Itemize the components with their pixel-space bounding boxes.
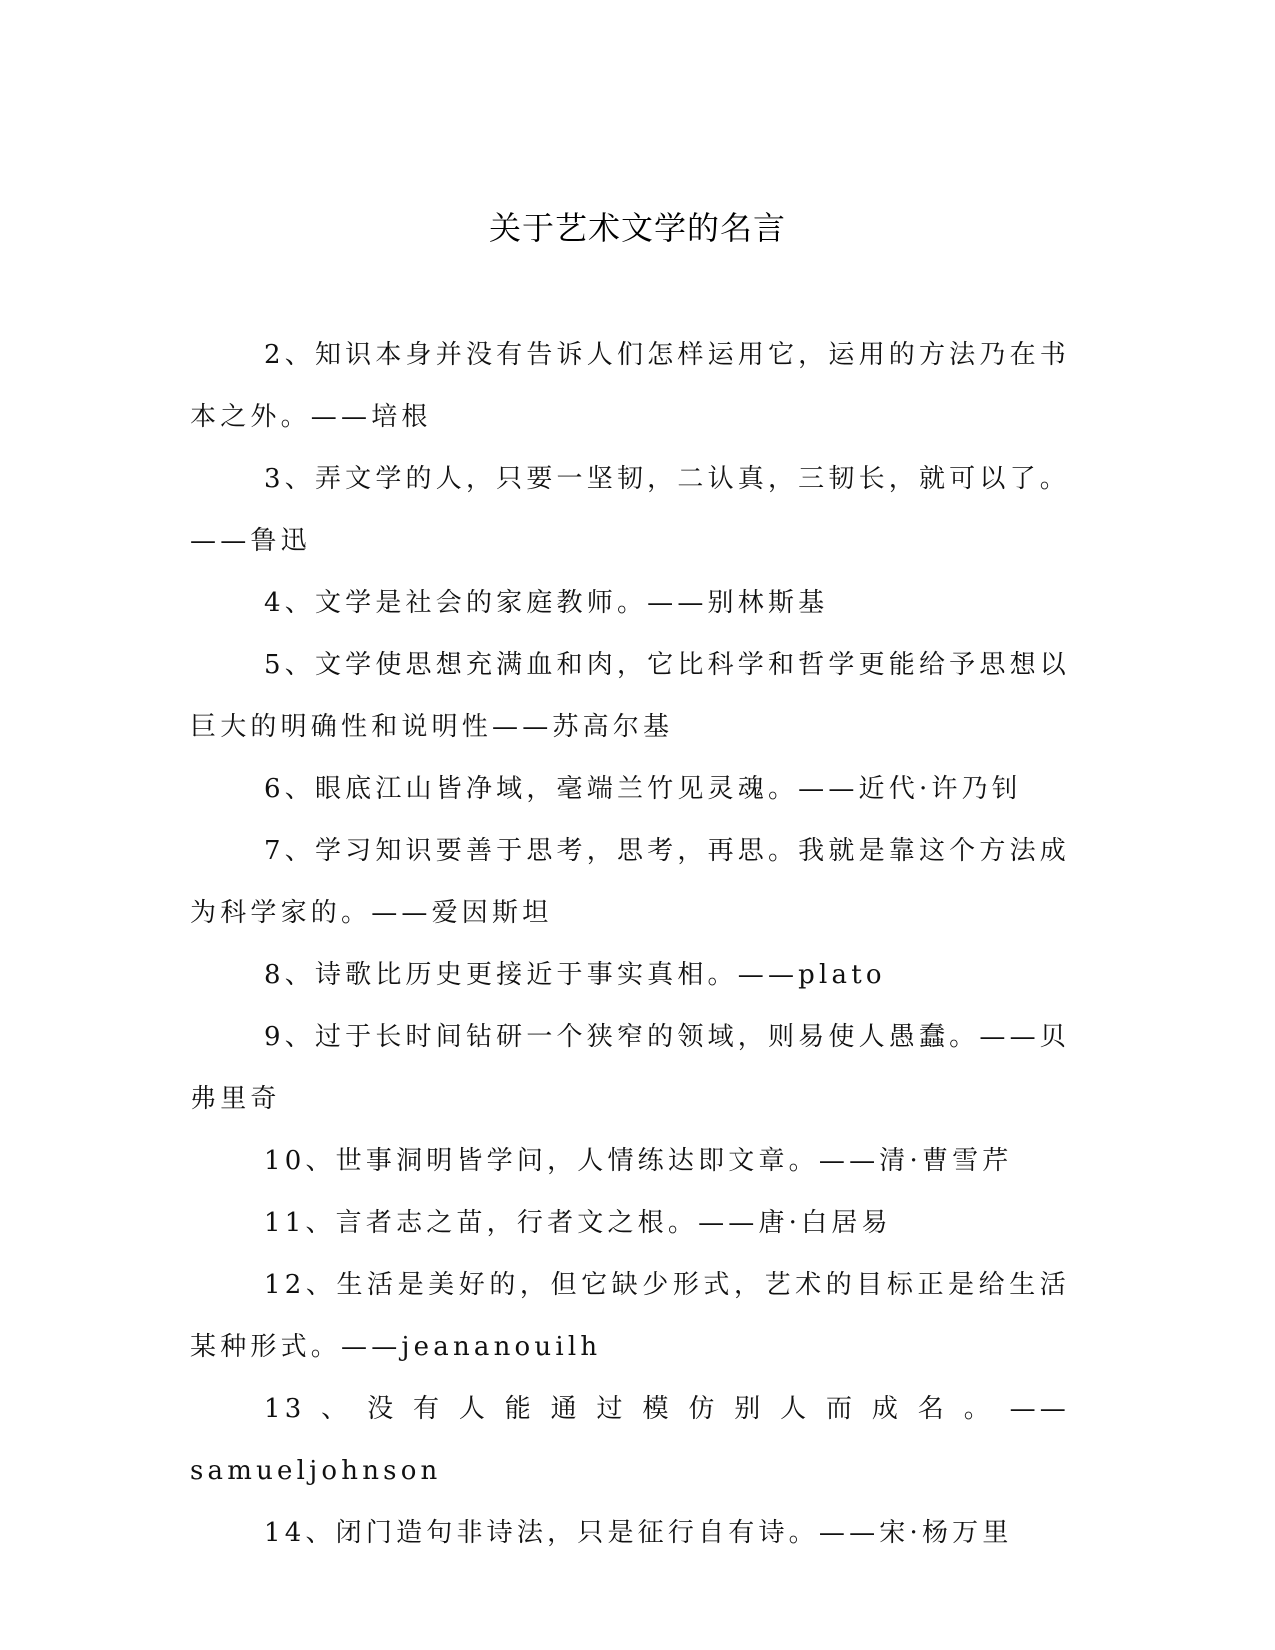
- quote-paragraph: 12、生活是美好的，但它缺少形式，艺术的目标正是给生活某种形式。——jeananouilh: [190, 1270, 1070, 1362]
- quote-paragraph: 3、弄文学的人，只要一坚韧，二认真，三韧长，就可以了。——鲁迅: [190, 464, 1070, 556]
- quote-paragraph: 7、学习知识要善于思考，思考，再思。我就是靠这个方法成为科学家的。——爱因斯坦: [190, 836, 1070, 928]
- quote-paragraph: 11、言者志之苗，行者文之根。——唐·白居易: [264, 1208, 892, 1238]
- quote-paragraph: 2、知识本身并没有告诉人们怎样运用它，运用的方法乃在书本之外。——培根: [190, 340, 1070, 432]
- quote-paragraph: 9、过于长时间钻研一个狭窄的领域，则易使人愚蠢。——贝弗里奇: [190, 1022, 1070, 1114]
- quote-paragraph: 10、世事洞明皆学问，人情练达即文章。——清·曹雪芹: [264, 1146, 1013, 1176]
- quote-paragraph: 5、文学使思想充满血和肉，它比科学和哲学更能给予思想以巨大的明确性和说明性——苏高尔基: [190, 650, 1070, 742]
- quote-paragraph: 14、闭门造句非诗法，只是征行自有诗。——宋·杨万里: [264, 1518, 1013, 1548]
- quote-list: [190, 324, 1070, 1564]
- quote-paragraph: 13、没有人能通过模仿别人而成名。——samueljohnson: [190, 1394, 1070, 1486]
- quote-paragraph: 8、诗歌比历史更接近于事实真相。——plato: [264, 960, 886, 990]
- quote-paragraph: 6、眼底江山皆净域，毫端兰竹见灵魂。——近代·许乃钊: [264, 774, 1023, 804]
- document-title: 关于艺术文学的名言: [488, 209, 786, 247]
- quote-paragraph: 4、文学是社会的家庭教师。——别林斯基: [264, 588, 829, 618]
